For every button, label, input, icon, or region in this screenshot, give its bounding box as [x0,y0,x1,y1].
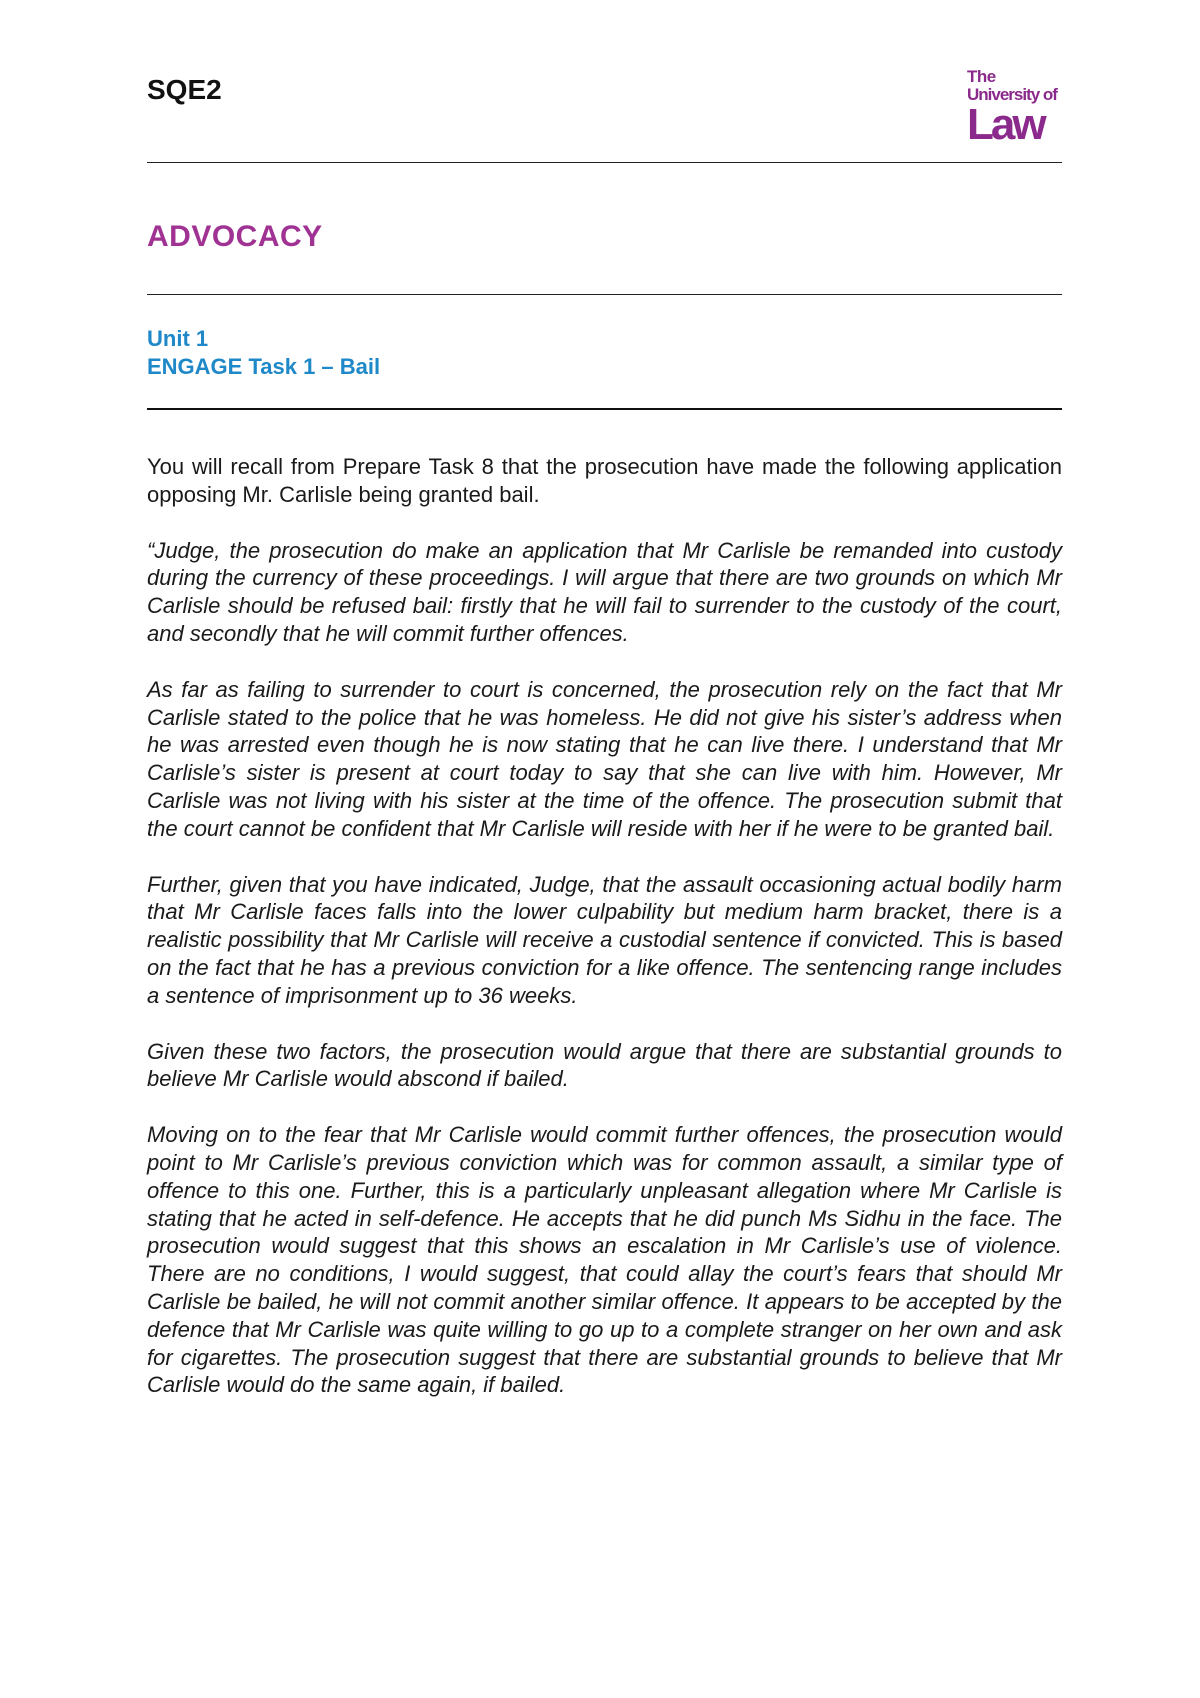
quote-paragraph: Further, given that you have indicated, Judge, that the assault occasioning actual bodily harm that Mr Carlisle faces falls into the lower culpability but medium harm bracket, there is a realistic possibility that Mr Carlisle will receive a custodial sentence if convicted. This is based on the fact that he has a previous conviction for a like offence. The sentencing range includes a sentence of imprisonment up to 36 weeks. [147,871,1062,1008]
task-title: ENGAGE Task 1 – Bail [147,354,381,379]
unit-heading [147,325,380,381]
course-code: SQE2 [147,74,222,105]
divider-bottom [147,408,1062,410]
logo-line-2: University of [967,85,1057,104]
quote-paragraph: “Judge, the prosecution do make an application that Mr Carlisle be remanded into custody during the currency of these proceedings. I will argue that there are two grounds on which Mr Carlisle should be refused bail: firstly that he will fail to surrender to the custody of the court, and secondly that he will commit further offences. [147,537,1062,646]
section-title: ADVOCACY [147,220,323,253]
body-text [147,453,1062,1427]
quote-paragraph: As far as failing to surrender to court is concerned, the prosecution rely on the fact that Mr Carlisle stated to the police that he was homeless. He did not give his sister’s address when he was arrested even though he is now stating that he can live there. I understand that Mr Carlisle’s sister is present at court today to say that she can live with him. However, Mr Carlisle was not living with his sister at the time of the offence. The prosecution submit that the court cannot be confident that Mr Carlisle will reside with her if he were to be granted bail. [147,676,1062,841]
divider-top [147,162,1062,163]
divider-middle [147,294,1062,295]
logo-line-3: Law [967,100,1044,149]
quote-paragraph: Given these two factors, the prosecution would argue that there are substantial grounds to believe Mr Carlisle would abscond if bailed. [147,1038,1062,1092]
unit-number: Unit 1 [147,326,209,351]
logo-line-1: The [967,67,996,86]
quote-paragraph: Moving on to the fear that Mr Carlisle would commit further offences, the prosecution would point to Mr Carlisle’s previous conviction which was for common assault, a similar type of offence to this one. Further, this is a particularly unpleasant allegation where Mr Carlisle is stating that he acted in self-defence. He accepts that he did punch Ms Sidhu in the face. The prosecution would suggest that this shows an escalation in Mr Carlisle’s use of violence. There are no conditions, I would suggest, that could allay the court’s fears that should Mr Carlisle be bailed, he will not commit another similar offence. It appears to be accepted by the defence that Mr Carlisle was quite willing to go up to a complete stranger on her own and ask for cigarettes. The prosecution suggest that there are substantial grounds to believe that Mr Carlisle would do the same again, if bailed. [147,1122,1062,1398]
university-logo [967,68,1067,147]
intro-paragraph: You will recall from Prepare Task 8 that the prosecution have made the following application opposing Mr. Carlisle being granted bail. [147,454,1062,507]
